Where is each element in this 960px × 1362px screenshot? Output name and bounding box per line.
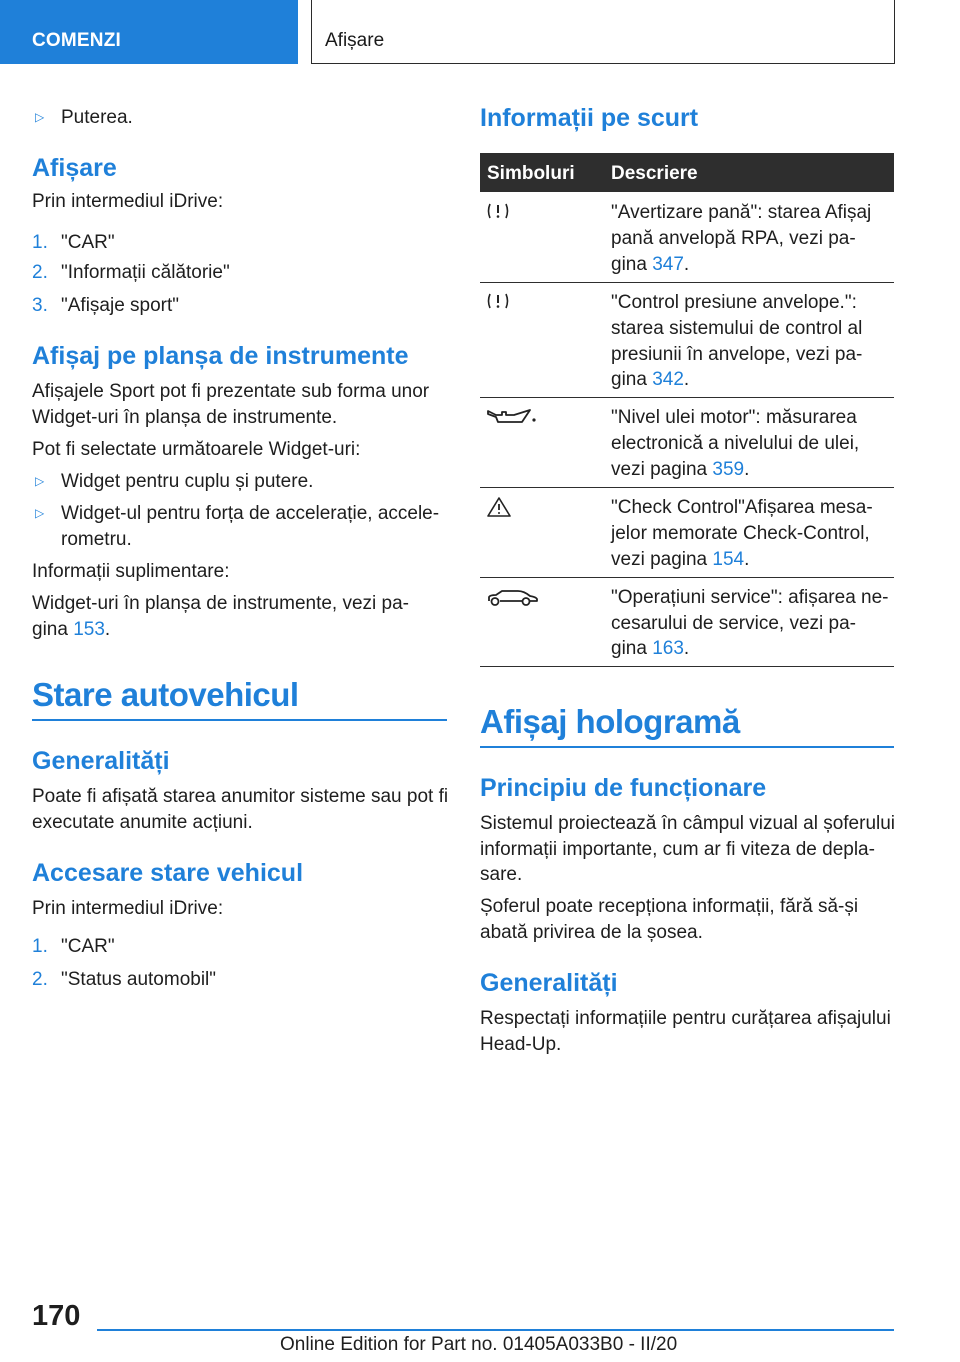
step-number: 3.	[32, 295, 48, 316]
row-desc-line: jelor memorate Check-Control,	[611, 523, 870, 544]
row-desc-line	[611, 547, 749, 572]
paragraph: Informații suplimentare:	[32, 561, 230, 582]
table-row-divider	[480, 577, 894, 578]
paragraph-line: Afișajele Sport pot fi prezentate sub forma unor	[32, 381, 430, 402]
step-text: "Afișaje sport"	[61, 295, 180, 316]
row-desc-line	[611, 457, 749, 482]
text: vezi pagina	[611, 549, 713, 570]
col-header-symbols: Simboluri	[487, 163, 575, 184]
paragraph-line: Poate fi afișată starea anumitor sisteme sau pot fi	[32, 786, 449, 807]
paragraph: Prin intermediul iDrive:	[32, 191, 224, 212]
page-number: 170	[32, 1300, 81, 1332]
section-heading-generalitati: Generalități	[32, 747, 170, 775]
step-number: 1.	[32, 232, 48, 253]
step-text: "Informații călătorie"	[61, 262, 230, 283]
step-text: "Status automobil"	[61, 969, 217, 990]
text: gina	[611, 254, 653, 275]
page-link[interactable]: 153	[73, 619, 105, 640]
row-desc-line: "Control presiune anvelope.":	[611, 292, 857, 313]
row-desc-line	[611, 367, 689, 392]
tire-pressure-icon	[486, 292, 510, 310]
service-car-icon	[486, 588, 540, 608]
row-desc-line: pană anvelopă RPA, vezi pa‐	[611, 228, 856, 249]
heading-rule	[480, 746, 894, 748]
section-label: COMENZI	[32, 30, 122, 51]
text: .	[104, 619, 111, 640]
text: .	[744, 459, 750, 480]
paragraph-line: sare.	[480, 864, 523, 885]
chapter-label: Afișare	[325, 30, 385, 51]
chapter-heading-stare: Stare autovehicul	[32, 676, 299, 713]
text: gina	[611, 638, 653, 659]
text: .	[744, 549, 750, 570]
paragraph-line: Sistemul proiectează în câmpul vizual al șoferului	[480, 813, 896, 834]
row-desc-line: "Avertizare pană": starea Afișaj	[611, 202, 872, 223]
section-heading-afisare: Afișare	[32, 154, 117, 182]
bullet-text: Widget pentru cuplu și putere.	[61, 471, 314, 492]
chapter-header	[311, 0, 895, 64]
oil-can-icon	[486, 406, 540, 428]
section-heading-principiu: Principiu de funcționare	[480, 774, 767, 802]
bullet-text: Puterea.	[61, 107, 133, 128]
step-number: 2.	[32, 969, 48, 990]
row-desc-line	[611, 636, 689, 661]
paragraph-line: abată privirea de la șosea.	[480, 922, 703, 943]
row-desc-line: presiunii în anvelope, vezi pa‐	[611, 344, 863, 365]
row-desc-line: "Nivel ulei motor": măsurarea	[611, 407, 857, 428]
table-row-divider	[480, 666, 894, 667]
warning-triangle-icon	[486, 496, 512, 518]
table-row-divider	[480, 282, 894, 283]
row-desc-line: "Operațiuni service": afișarea ne‐	[611, 587, 889, 608]
row-desc-line	[611, 252, 689, 277]
page-link[interactable]: 154	[712, 549, 745, 570]
paragraph-line: Widget-uri în planșa de instrumente, vezi pa‐	[32, 593, 410, 614]
row-desc-line: starea sistemului de control al	[611, 318, 863, 339]
heading-rule	[32, 719, 447, 721]
footer-edition: Online Edition for Part no. 01405A033B0 - II/20	[280, 1334, 678, 1355]
paragraph-line: Head-Up.	[480, 1034, 562, 1055]
page-link[interactable]: 359	[712, 459, 745, 480]
paragraph-line: Șoferul poate recepționa informații, fără să-și	[480, 896, 859, 917]
step-text: "CAR"	[61, 936, 115, 957]
table-header	[480, 153, 894, 192]
row-desc-line: cesarului de service, vezi pa‐	[611, 613, 856, 634]
section-heading-plansa: Afișaj pe planșa de instrumente	[32, 342, 409, 370]
tire-warning-icon	[486, 202, 510, 220]
text: .	[683, 369, 690, 390]
section-heading-info: Informații pe scurt	[480, 104, 699, 132]
text: gina	[32, 619, 74, 640]
row-desc-line: electronică a nivelului de ulei,	[611, 433, 860, 454]
bullet-triangle-icon: ▷	[35, 110, 45, 124]
step-text: "CAR"	[61, 232, 115, 253]
page-link[interactable]: 347	[652, 254, 684, 275]
col-header-description: Descriere	[611, 163, 698, 184]
paragraph-line: Widget-uri în planșa de instrumente.	[32, 407, 338, 428]
table-row-divider	[480, 397, 894, 398]
paragraph-line: Respectați informațiile pentru curățarea afișajului	[480, 1008, 891, 1029]
step-number: 2.	[32, 262, 48, 283]
text: .	[683, 254, 690, 275]
bullet-text: Widget-ul pentru forța de accelerație, accele‐	[61, 503, 440, 524]
paragraph-line	[32, 617, 110, 642]
step-number: 1.	[32, 936, 48, 957]
text: .	[683, 638, 690, 659]
paragraph: Pot fi selectate următoarele Widget-uri:	[32, 439, 361, 460]
paragraph-line: executate anumite acțiuni.	[32, 812, 253, 833]
section-tab	[0, 0, 298, 64]
page-link[interactable]: 163	[652, 638, 684, 659]
footer-rule	[97, 1329, 894, 1331]
bullet-triangle-icon: ▷	[35, 506, 45, 520]
bullet-text: rometru.	[61, 529, 132, 550]
text: vezi pagina	[611, 459, 713, 480]
paragraph-line: informații importante, cum ar fi viteza de depla‐	[480, 839, 875, 860]
paragraph: Prin intermediul iDrive:	[32, 898, 224, 919]
bullet-triangle-icon: ▷	[35, 474, 45, 488]
section-heading-generalitati-2: Generalități	[480, 969, 618, 997]
text: gina	[611, 369, 653, 390]
section-heading-accesare: Accesare stare vehicul	[32, 859, 304, 887]
row-desc-line: "Check Control"Afișarea mesa‐	[611, 497, 873, 518]
table-row-divider	[480, 487, 894, 488]
page-link[interactable]: 342	[652, 369, 684, 390]
chapter-heading-holograma: Afișaj hologramă	[480, 703, 740, 740]
